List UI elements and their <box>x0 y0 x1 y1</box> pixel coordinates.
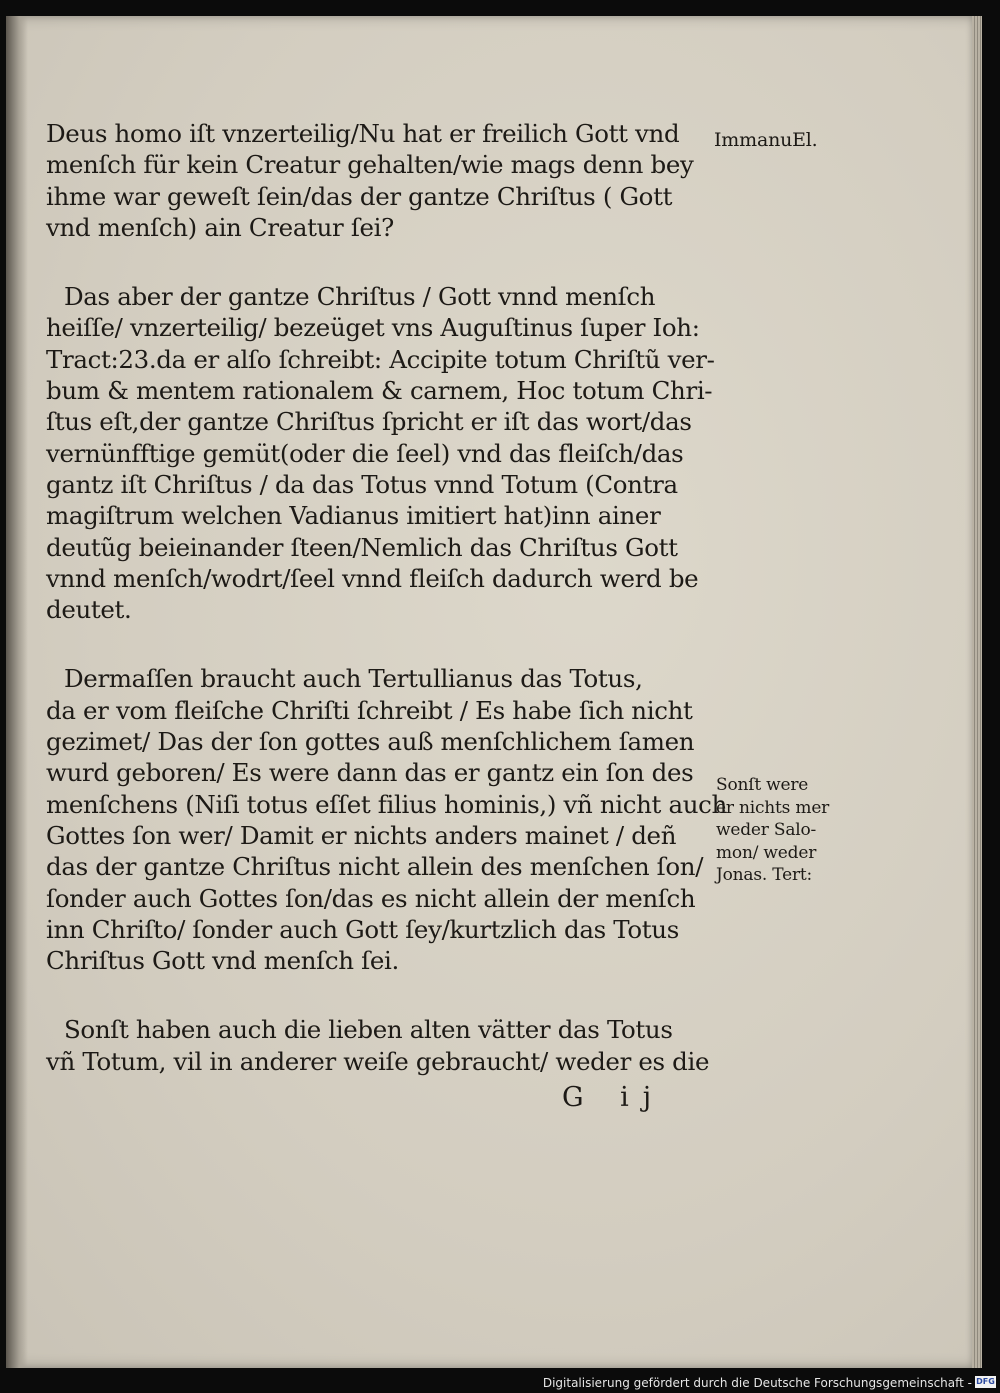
main-text <box>46 118 727 1115</box>
margin-note-line: Jonas. Tert: <box>716 865 813 885</box>
text-line: gezimet/ Das der ſon gottes auß menſchlichem ſamen <box>46 727 695 757</box>
text-line: ihme war geweſt ſein/das der gantze Chriſtus ( Gott <box>46 181 673 211</box>
text-line: menſch für kein Creatur gehalten/wie mags denn bey <box>46 150 694 180</box>
footer-credit: Digitalisierung gefördert durch die Deutsche Forschungsgemeinschaft - <box>542 1376 972 1390</box>
text-line: bum & mentem rationalem & carnem, Hoc totum Chri- <box>46 376 713 406</box>
text-line: deutet. <box>46 595 132 625</box>
text-line: vnnd menſch/wodrt/ſeel vnnd fleiſch dadurch werd be <box>46 563 699 593</box>
paragraph-2 <box>46 281 714 625</box>
text-line: heiſſe/ vnzerteilig/ bezeüget vns Auguſtinus ſuper Ioh: <box>46 313 700 343</box>
text-line: Deus homo iſt vnzerteilig/Nu hat er freilich Gott vnd <box>46 119 680 148</box>
margin-note-line: mon/ weder <box>716 842 817 863</box>
text-line: inn Chriſto/ ſonder auch Gott ſey/kurtzlich das Totus <box>46 914 679 944</box>
text-line: Tract:23.da er alſo ſchreibt: Accipite totum Chriſtũ ver- <box>46 344 715 374</box>
text-line: das der gantze Chriſtus nicht allein des menſchen ſon/ <box>46 852 704 882</box>
text-line: ſonder auch Gottes ſon/das es nicht allein der menſch <box>46 883 696 913</box>
margin-note-line: Sonſt were <box>716 775 809 795</box>
text-line: Gottes ſon wer/ Damit er nichts anders mainet / deñ <box>46 820 677 850</box>
paragraph-4 <box>46 1014 714 1077</box>
margin-note-line: er nichts mer <box>716 797 830 818</box>
paragraph-3 <box>46 663 727 976</box>
text-line: Sonſt haben auch die lieben alten vätter das Totus <box>64 1015 673 1045</box>
digitization-footer <box>0 1372 1000 1393</box>
text-line: vernünfftige gemüt(oder die ſeel) vnd das fleiſch/das <box>46 438 684 468</box>
margin-note-line: weder Salo- <box>716 820 817 840</box>
text-line: magiſtrum welchen Vadianus imitiert hat)inn ainer <box>46 501 661 531</box>
page-fore-edge <box>972 16 982 1368</box>
text-line: Das aber der gantze Chriſtus / Gott vnnd menſch <box>64 282 656 312</box>
paragraph-1 <box>46 118 714 243</box>
text-line: da er vom fleiſche Chriſti ſchreibt / Es habe ſich nicht <box>46 695 693 725</box>
margin-note-line: ImmanuEl. <box>714 129 818 151</box>
text-line: vñ Totum, vil in anderer weiſe gebraucht/ weder es die <box>46 1046 710 1076</box>
page-gutter <box>6 16 28 1368</box>
dfg-logo-icon: DFG <box>976 1377 995 1386</box>
text-line: menſchens (Niſi totus eſſet filius hominis,) vñ nicht auch <box>46 789 727 819</box>
margin-note-tertullian <box>716 774 829 887</box>
text-line: Dermaſſen braucht auch Tertullianus das Totus, <box>64 664 643 694</box>
margin-note-immanuel <box>714 129 818 152</box>
text-line: gantz iſt Chriſtus / da das Totus vnnd Totum (Contra <box>46 469 678 499</box>
signature-mark: G ij <box>562 1082 666 1113</box>
text-line: deutũg beieinander ſteen/Nemlich das Chriſtus Gott <box>46 532 678 562</box>
text-line: vnd menſch) ain Creatur ſei? <box>46 212 394 242</box>
text-line: wurd geboren/ Es were dann das er gantz ein ſon des <box>46 758 694 788</box>
text-line: ſtus eſt,der gantze Chriſtus ſpricht er iſt das wort/das <box>46 407 692 437</box>
text-line: Chriſtus Gott vnd menſch ſei. <box>46 946 399 976</box>
